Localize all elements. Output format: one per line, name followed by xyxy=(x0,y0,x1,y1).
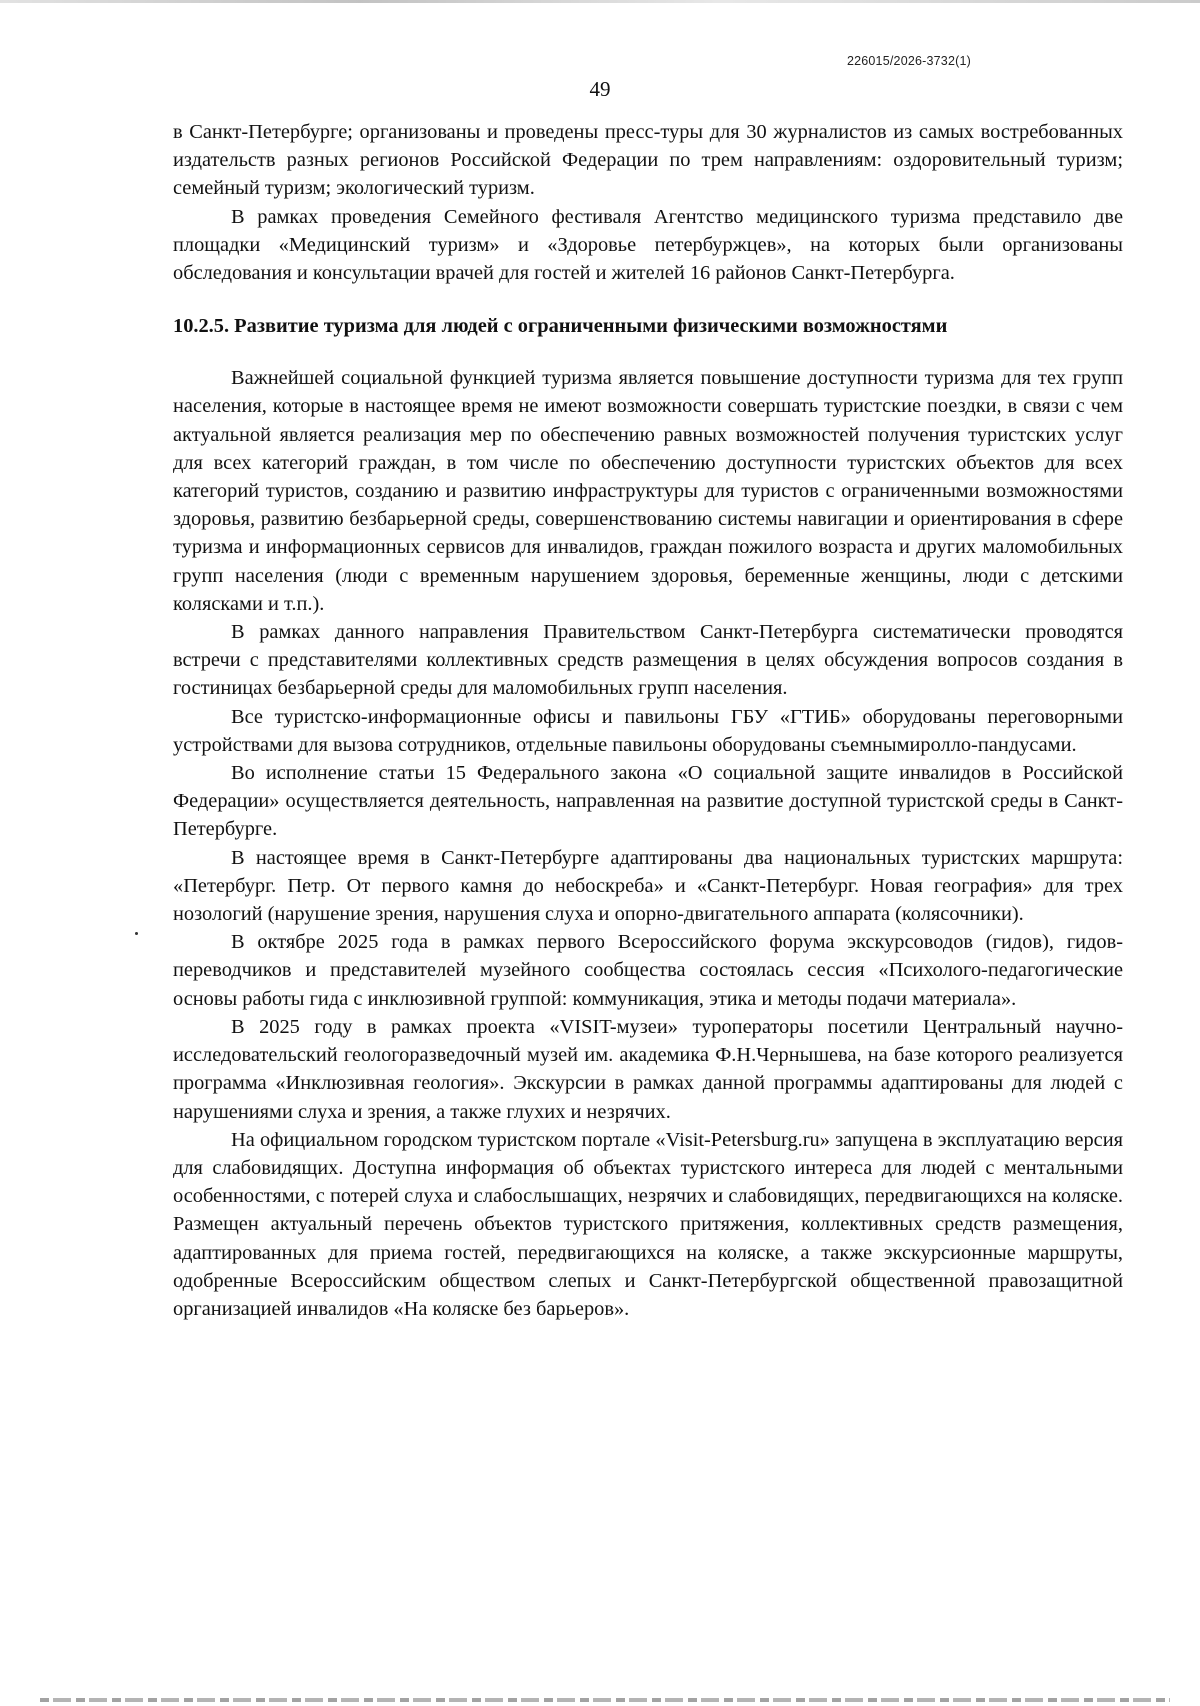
registration-number: 226015/2026-3732(1) xyxy=(846,54,971,68)
scan-speck xyxy=(135,932,138,935)
page-body xyxy=(173,118,1123,1323)
paragraph-federal-law: Во исполнение статьи 15 Федерального закона «О социальной защите инвалидов в Российской Федерации» осуществляется деятельность, направленная на развитие доступной туристской среды в Санкт-Петербурге. xyxy=(173,762,1123,841)
paragraph-info-offices: Все туристско-информационные офисы и павильоны ГБУ «ГТИБ» оборудованы переговорными устройствами для вызова сотрудников, отдельные павильоны оборудованы съемнымиролло-пандусами. xyxy=(173,705,1123,756)
paragraph-government-meetings: В рамках данного направления Правительством Санкт-Петербурга систематически проводятся встречи с представителями коллективных средств размещения в целях обсуждения вопросов создания в гостиницах безбарьерной среды для маломобильных групп населения. xyxy=(173,621,1123,700)
paragraph-family-festival: В рамках проведения Семейного фестиваля Агентство медицинского туризма представило две площадки «Медицинский туризм» и «Здоровье петербуржцев», на которых были организованы обследования и консультации врачей для гостей и жителей 16 районов Санкт-Петербурга. xyxy=(173,205,1123,285)
scan-top-edge xyxy=(0,0,1200,3)
paragraph-adapted-routes: В настоящее время в Санкт-Петербурге адаптированы два национальных туристских маршрута: «Петербург. Петр. От первого камня до небоскреба» и «Санкт-Петербург. Новая география» для трех нозологий (нарушение зрения, нарушения слуха и опорно-двигательного аппарата (колясочники). xyxy=(173,846,1123,926)
paragraph-social-function: Важнейшей социальной функцией туризма является повышение доступности туризма для тех групп населения, которые в настоящее время не имеют возможности совершать туристские поездки, в связи с чем актуальной является реализация мер по обеспечению равных возможностей получения туристских услуг для всех категорий граждан, в том числе по обеспечению доступности туристских объектов для всех категорий туристов, созданию и развитию инфраструктуры для туристов с ограниченными возможностями здоровья, развитию безбарьерной среды, совершенствованию системы навигации и ориентирования в сфере туризма и информационных сервисов для инвалидов, граждан пожилого возраста и других маломобильных групп населения (люди с временным нарушением здоровья, беременные женщины, люди с детскими колясками и т.п.). xyxy=(173,367,1123,615)
paragraph-guides-forum: В октябре 2025 года в рамках первого Всероссийского форума экскурсоводов (гидов), гидов-переводчиков и представителей музейного сообщества состоялась сессия «Психолого-педагогические основы работы гида с инклюзивной группой: коммуникация, этика и методы подачи материала». xyxy=(173,931,1123,1010)
section-heading: 10.2.5. Развитие туризма для людей с ограниченными физическими возможностями xyxy=(173,315,948,338)
page-number: 49 xyxy=(589,77,611,101)
paragraph-visit-museums: В 2025 году в рамках проекта «VISIT-музеи» туроператоры посетили Центральный научно-исследовательский геологоразведочный музей им. академика Ф.Н.Чернышева, на базе которого реализуется программа «Инклюзивная геология». Экскурсии в рамках данной программы адаптированы для людей с нарушениями слуха и зрения, а также глухих и незрячих. xyxy=(173,1015,1123,1123)
paragraph-continuation: в Санкт-Петербурге; организованы и проведены пресс-туры для 30 журналистов из самых востребованных издательств разных регионов Российской Федерации по трем направлениям: оздоровительный туризм; семейный туризм; экологический туризм. xyxy=(173,121,1123,200)
scan-bottom-edge xyxy=(40,1698,1170,1702)
paragraph-tourist-portal: На официальном городском туристском портале «Visit-Petersburg.ru» запущена в эксплуатацию версия для слабовидящих. Доступна информация об объектах туристского интереса для людей с ментальными особенностями, с потерей слуха и слабослышащих, незрячих и слабовидящих, передвигающихся на коляске. Размещен актуальный перечень объектов туристского притяжения, коллективных средств размещения, адаптированных для приема гостей, передвигающихся на коляске, а также экскурсионные маршруты, одобренные Всероссийским обществом слепых и Санкт-Петербургской общественной правозащитной организацией инвалидов «На коляске без барьеров». xyxy=(173,1128,1123,1320)
